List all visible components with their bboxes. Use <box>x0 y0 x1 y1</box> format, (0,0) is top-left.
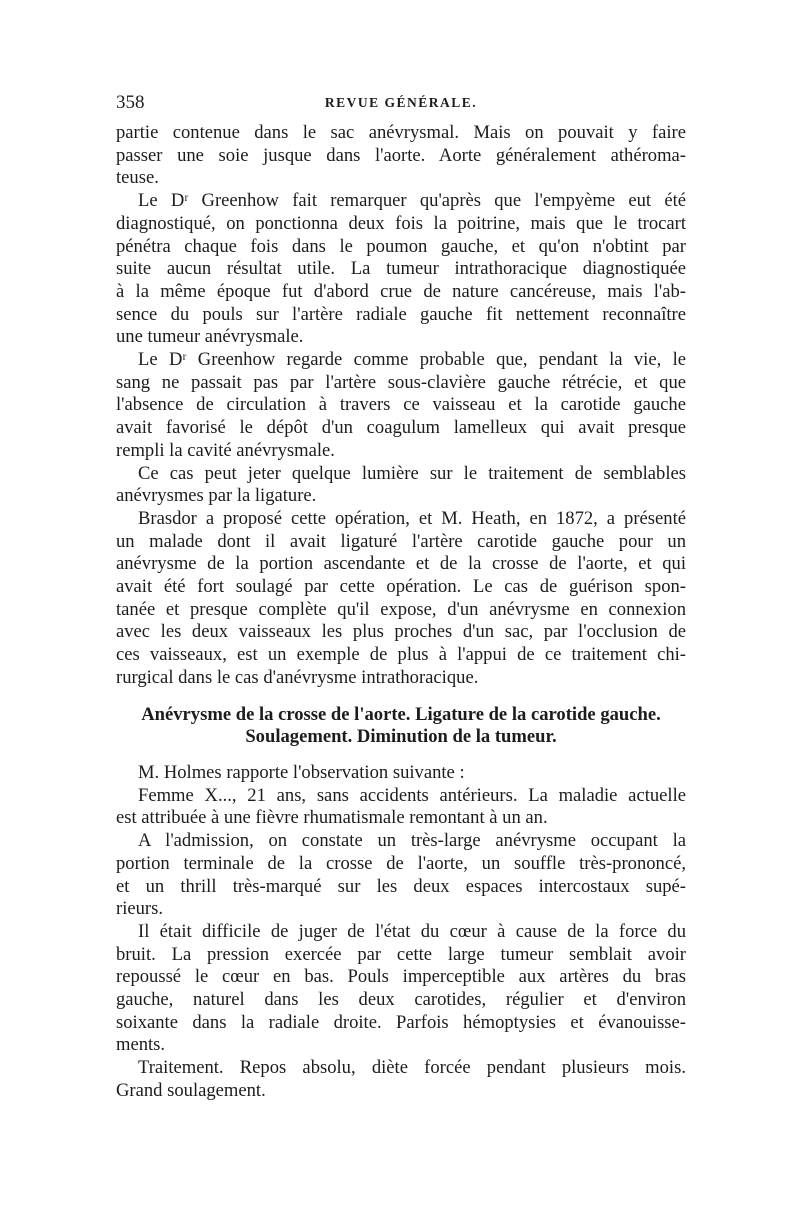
text-line: Il était difficile de juger de l'état du cœur à cause de la force du <box>138 920 686 942</box>
text-line: rieurs. <box>116 898 163 920</box>
text-line: gauche, naturel dans les deux carotides, régulier et d'environ <box>116 989 686 1011</box>
text-line: une tumeur anévrysmale. <box>116 326 304 348</box>
text-line: anévrysme de la portion ascendante et de la crosse de l'aorte, et qui <box>116 553 686 575</box>
paragraph <box>116 1057 686 1102</box>
text-line: suite aucun résultat utile. La tumeur intrathoracique diagnostiquée <box>116 258 686 280</box>
text-line: ces vaisseaux, est un exemple de plus à l'appui de ce traitement chi- <box>116 644 686 666</box>
text-line: A l'admission, on constate un très-large anévrysme occupant la <box>138 830 686 852</box>
heading-line: Anévrysme de la crosse de l'aorte. Ligature de la carotide gauche. <box>141 703 661 725</box>
paragraph <box>116 190 686 349</box>
paragraph <box>116 762 686 785</box>
text-line: Grand soulagement. <box>116 1079 266 1101</box>
paragraph <box>116 785 686 830</box>
text-line: tanée et presque complète qu'il expose, d'un anévrysme en connexion <box>116 598 686 620</box>
text-line: Traitement. Repos absolu, diète forcée pendant plusieurs mois. <box>138 1057 686 1079</box>
text-line: avait favorisé le dépôt d'un coagulum lamelleux qui avait presque <box>116 417 686 439</box>
text-line: à la même époque fut d'abord crue de nature cancéreuse, mais l'ab- <box>116 280 686 302</box>
text-line: anévrysmes par la ligature. <box>116 485 317 507</box>
paragraph <box>116 463 686 508</box>
text-line: ments. <box>116 1034 166 1056</box>
text-line: Le Dʳ Greenhow fait remarquer qu'après que l'empyème eut été <box>138 190 686 212</box>
text-line: Ce cas peut jeter quelque lumière sur le traitement de semblables <box>138 462 686 484</box>
paragraph <box>116 349 686 463</box>
paragraph <box>116 830 686 921</box>
text-line: avait été fort soulagé par cette opération. Le cas de guérison spon- <box>116 576 686 598</box>
text-line: et un thrill très-marqué sur les deux espaces intercostaux supé- <box>116 875 686 897</box>
text-line: sang ne passait pas par l'artère sous-clavière gauche rétrécie, et que <box>116 371 686 393</box>
running-head <box>116 92 686 120</box>
journal-title: REVUE GÉNÉRALE. <box>324 95 478 110</box>
text-line: Le Dʳ Greenhow regarde comme probable que, pendant la vie, le <box>138 349 686 371</box>
text-line: avec les deux vaisseaux les plus proches d'un sac, par l'occlusion de <box>116 621 686 643</box>
text-line: Femme X..., 21 ans, sans accidents antérieurs. La maladie actuelle <box>138 784 686 806</box>
text-line: passer une soie jusque dans l'aorte. Aorte généralement athéroma- <box>116 144 686 166</box>
paragraph <box>116 508 686 690</box>
book-page <box>116 92 686 1103</box>
text-line: diagnostiqué, on ponctionna deux fois la poitrine, mais que le trocart <box>116 212 686 234</box>
text-line: un malade dont il avait ligaturé l'artère carotide gauche pour un <box>116 530 686 552</box>
text-line: l'absence de circulation à travers ce vaisseau et la carotide gauche <box>116 394 686 416</box>
text-line: teuse. <box>116 167 159 189</box>
page-number: 358 <box>116 92 145 113</box>
body-text <box>116 122 686 1103</box>
text-line: est attribuée à une fièvre rhumatismale remontant à un an. <box>116 807 548 829</box>
paragraph <box>116 122 686 190</box>
text-line: portion terminale de la crosse de l'aorte, un souffle très-prononcé, <box>116 852 686 874</box>
text-line: bruit. La pression exercée par cette large tumeur semblait avoir <box>116 943 686 965</box>
paragraph <box>116 921 686 1057</box>
text-line: soixante dans la radiale droite. Parfois hémoptysies et évanouisse- <box>116 1011 686 1033</box>
heading-line: Soulagement. Diminution de la tumeur. <box>245 726 557 748</box>
text-line: M. Holmes rapporte l'observation suivante : <box>138 761 465 783</box>
text-line: pénétra chaque fois dans le poumon gauche, et qu'on n'obtint par <box>116 235 686 257</box>
text-line: rempli la cavité anévrysmale. <box>116 439 335 461</box>
section-heading <box>116 704 686 749</box>
text-line: rurgical dans le cas d'anévrysme intrathoracique. <box>116 666 479 688</box>
text-line: repoussé le cœur en bas. Pouls imperceptible aux artères du bras <box>116 966 686 988</box>
text-line: Brasdor a proposé cette opération, et M. Heath, en 1872, a présenté <box>138 507 686 529</box>
text-line: sence du pouls sur l'artère radiale gauche fit nettement reconnaître <box>116 303 686 325</box>
text-line: partie contenue dans le sac anévrysmal. Mais on pouvait y faire <box>116 122 686 143</box>
